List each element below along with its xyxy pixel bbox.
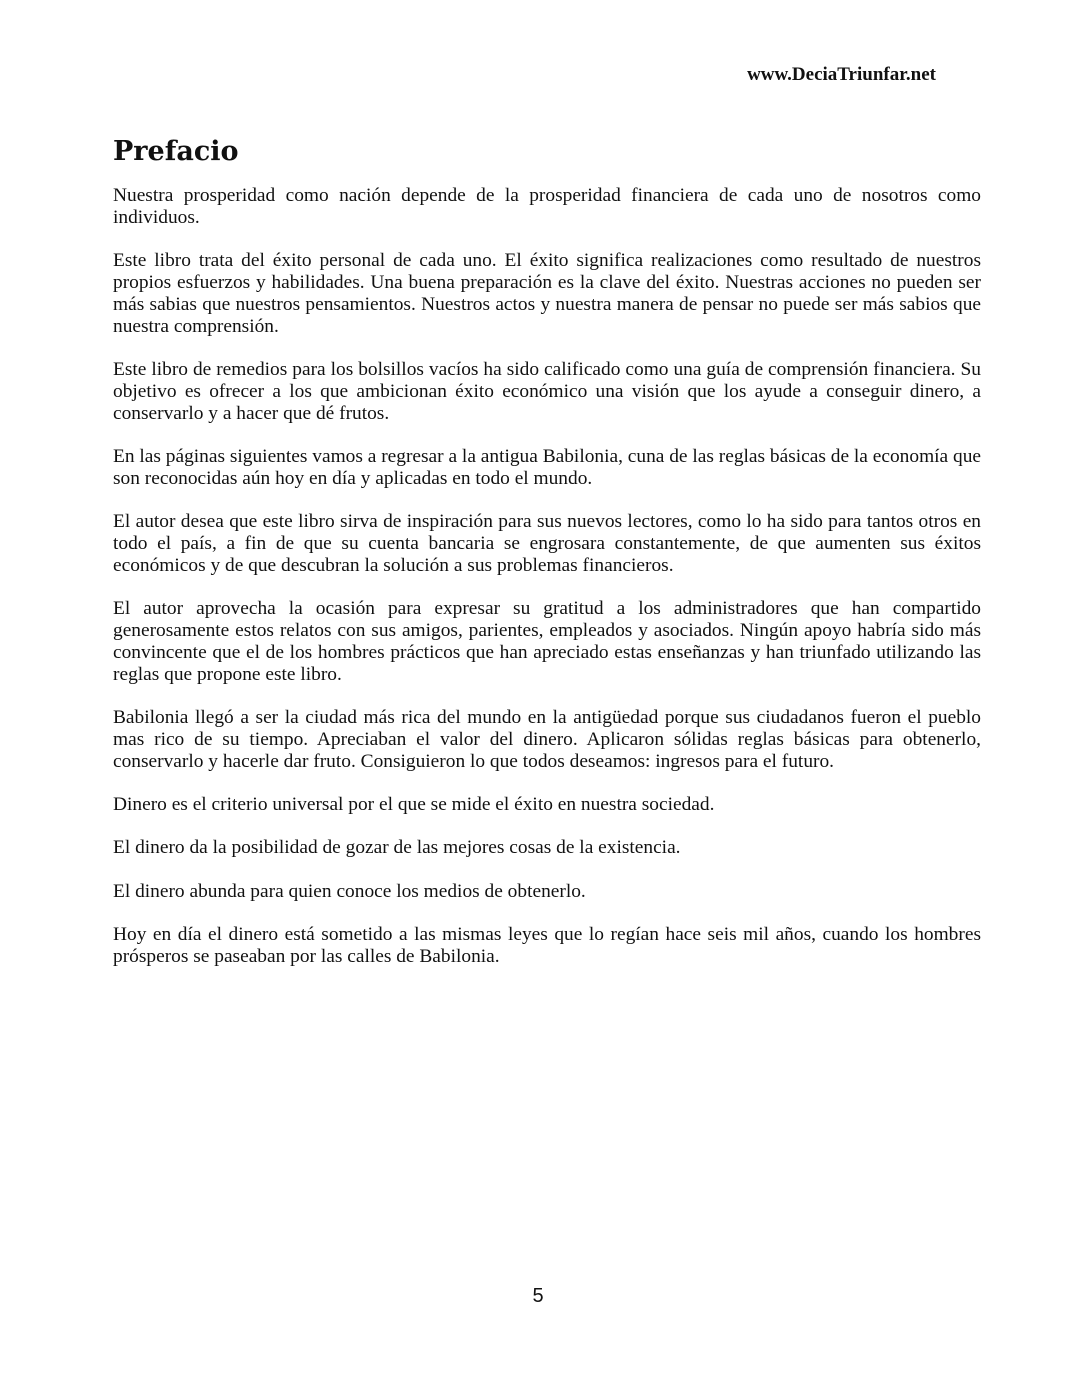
page-number: 5: [532, 1285, 544, 1307]
paragraph-1: Nuestra prosperidad como nación depende de la prosperidad financiera de cada uno de nosotros como individuos.: [113, 185, 981, 228]
header-url: www.DeciaTriunfar.net: [747, 64, 936, 85]
paragraph-11: Hoy en día el dinero está sometido a las mismas leyes que lo regían hace seis mil años, cuando los hombres prósperos se paseaban por las calles de Babilonia.: [113, 924, 981, 967]
paragraph-5: El autor desea que este libro sirva de inspiración para sus nuevos lectores, como lo ha sido para tantos otros en todo el país, a fin de que su cuenta bancaria se engrosara constantemente, de que aumenten sus éxitos económicos y de que descubran la solución a sus problemas financieros.: [113, 511, 981, 576]
document-body: [113, 133, 981, 989]
paragraph-3: Este libro de remedios para los bolsillos vacíos ha sido calificado como una guía de comprensión financiera. Su objetivo es ofrecer a los que ambicionan éxito económico una visión que los ayude a conseguir dinero, a conservarlo y a hacer que dé frutos.: [113, 358, 981, 424]
paragraph-9: El dinero da la posibilidad de gozar de las mejores cosas de la existencia.: [113, 837, 681, 859]
paragraph-10: El dinero abunda para quien conoce los medios de obtenerlo.: [113, 880, 586, 902]
page-title: Prefacio: [113, 136, 239, 167]
paragraph-8: Dinero es el criterio universal por el que se mide el éxito en nuestra sociedad.: [113, 793, 715, 815]
paragraph-2: Este libro trata del éxito personal de cada uno. El éxito significa realizaciones como resultado de nuestros propios esfuerzos y habilidades. Una buena preparación es la clave del éxito. Nuestras acciones no pueden ser más sabias que nuestros pensamientos. Nuestros actos y nuestra manera de pensar no puede ser más sabios que nuestra comprensión.: [113, 250, 981, 337]
paragraph-6: El autor aprovecha la ocasión para expresar su gratitud a los administradores que han compartido generosamente estos relatos con sus amigos, parientes, empleados y asociados. Ningún apoyo habría sido más convincente que el de los hombres prácticos que han apreciado estas enseñanzas y han triunfado utilizando las reglas que propone este libro.: [113, 598, 981, 685]
paragraph-4: En las páginas siguientes vamos a regresar a la antigua Babilonia, cuna de las reglas básicas de la economía que son reconocidas aún hoy en día y aplicadas en todo el mundo.: [113, 445, 981, 489]
paragraph-7: Babilonia llegó a ser la ciudad más rica del mundo en la antigüedad porque sus ciudadanos fueron el pueblo mas rico de su tiempo. Apreciaban el valor del dinero. Aplicaron sólidas reglas básicas para obtenerlo, conservarlo y hacerle dar fruto. Consiguieron lo que todos deseamos: ingresos para el futuro.: [113, 706, 981, 772]
